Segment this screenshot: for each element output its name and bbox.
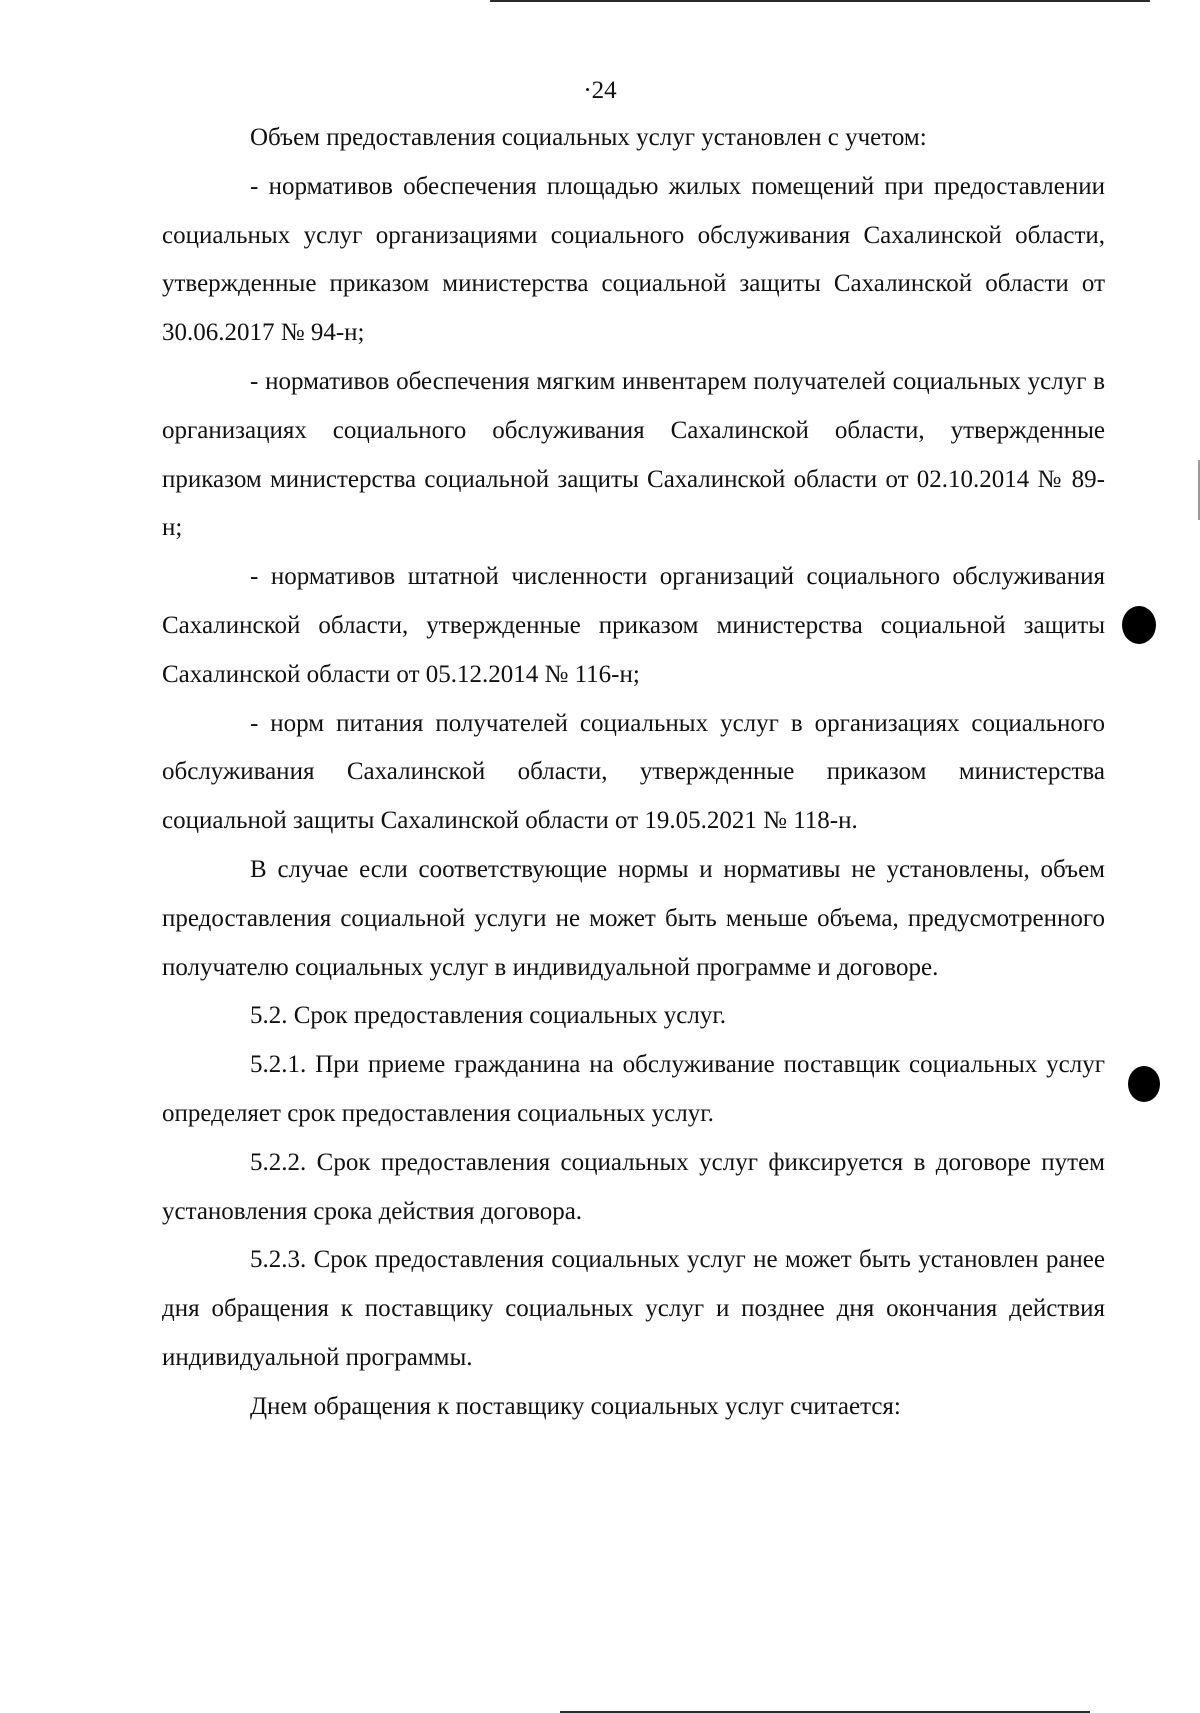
list-item-housing-norms: - нормативов обеспечения площадью жилых помещений при предоставлении социальных услуг организациями социального обслуживания Сахалинской области, утвержденные приказом министерства социальной защиты Сахалинской области от 30.06.2017 № 94-н; [162, 172, 1105, 347]
list-item-inventory-norms: - нормативов обеспечения мягким инвентарем получателей социальных услуг в организациях социального обслуживания Сахалинской области, утвержденные приказом министерства социальной защиты Сахалинской области от 02.10.2014 № 89-н; [162, 367, 1105, 542]
paragraph-application-day: Днем обращения к поставщику социальных услуг считается: [250, 1392, 901, 1420]
clause-5-2-3: 5.2.3. Срок предоставления социальных услуг не может быть установлен ранее дня обращения к поставщику социальных услуг и позднее дня окончания действия индивидуальной программы. [162, 1246, 1105, 1371]
binder-hole-mark [1122, 606, 1156, 644]
section-heading-5-2: 5.2. Срок предоставления социальных услуг. [250, 1002, 727, 1030]
paragraph-intro: Объем предоставления социальных услуг установлен с учетом: [250, 124, 927, 151]
clause-5-2-2: 5.2.2. Срок предоставления социальных услуг фиксируется в договоре путем установления срока действия договора. [162, 1148, 1105, 1225]
clause-5-2-1: 5.2.1. При приеме гражданина на обслуживание поставщик социальных услуг определяет срок предоставления социальных услуг. [162, 1051, 1105, 1127]
document-body [162, 114, 1105, 1432]
paragraph-volume-condition: В случае если соответствующие нормы и нормативы не установлены, объем предоставления социальной услуги не может быть меньше объема, предусмотренного получателю социальных услуг в индивидуальной программе и договоре. [162, 855, 1105, 981]
binder-hole-mark [1128, 1066, 1160, 1102]
list-item-staff-norms: - нормативов штатной численности организаций социального обслуживания Сахалинской области, утвержденные приказом министерства социальной защиты Сахалинской области от 05.12.2014 № 116-н; [162, 563, 1105, 688]
scan-edge-top [490, 0, 1150, 2]
page-number: ·24 [583, 77, 617, 104]
list-item-nutrition-norms: - норм питания получателей социальных услуг в организациях социального обслуживания Сахалинской области, утвержденные приказом министерства социальной защиты Сахалинской области от 19.05.2021 № 118-н. [162, 709, 1105, 835]
